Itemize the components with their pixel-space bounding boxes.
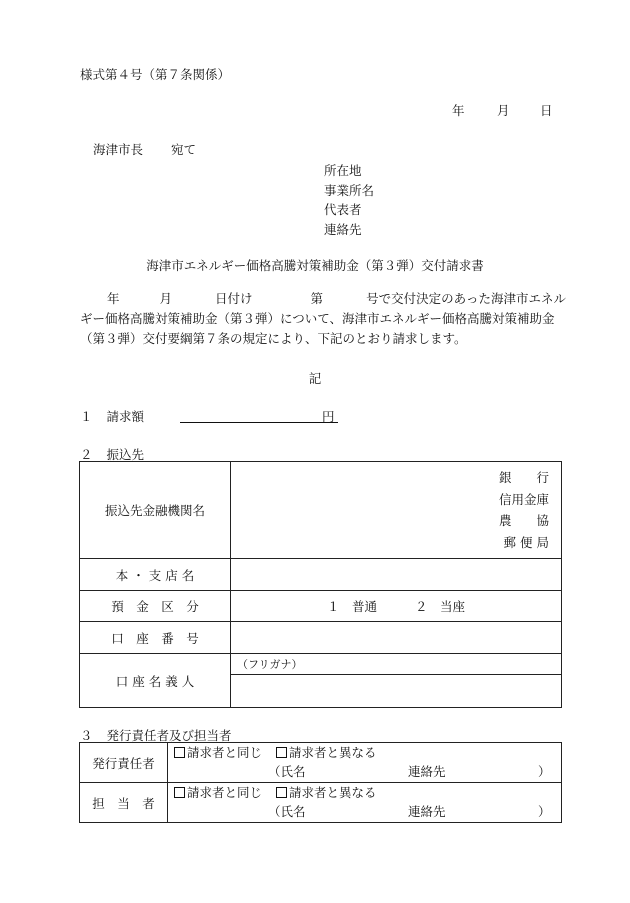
date-month: 月 [497, 103, 510, 118]
body-date-suffix: 日付け [215, 291, 253, 306]
staff-diff-checkbox[interactable] [276, 787, 287, 798]
account-holder-label: 口 座 名 義 人 [80, 654, 231, 708]
issuer-cell [168, 743, 562, 783]
section2-label: 振込先 [106, 447, 145, 462]
amount-input-line[interactable] [180, 407, 338, 423]
deposit-option-current[interactable]: ２ 当座 [415, 599, 466, 614]
staff-same-checkbox[interactable] [174, 787, 185, 798]
institution-type-bank: 銀 行 [498, 470, 549, 485]
bank-table [79, 461, 562, 708]
applicant-contact: 連絡先 [324, 221, 362, 237]
institution-label: 振込先金融機関名 [80, 462, 231, 559]
body-paragraph [80, 289, 566, 349]
staff-cell [168, 783, 562, 823]
staff-name-open: （氏名 [268, 803, 306, 819]
section-amount [80, 407, 335, 425]
section1-number: １ [80, 409, 93, 424]
addressee [93, 140, 196, 158]
applicant-business-name: 事業所名 [324, 182, 375, 198]
applicant-block [324, 161, 374, 239]
staff-label: 担 当 者 [80, 783, 168, 823]
institution-type-credit: 信用金庫 [498, 491, 549, 507]
section3-number: ３ [80, 728, 93, 743]
body-month: 月 [159, 291, 173, 306]
addressee-suffix: 宛て [171, 142, 197, 157]
addressee-name: 海津市長 [93, 142, 144, 157]
institution-cell[interactable] [231, 462, 562, 559]
staff-diff-label: 請求者と異なる [289, 785, 377, 800]
account-number-cell[interactable] [231, 622, 562, 654]
issuer-diff-checkbox[interactable] [276, 747, 287, 758]
institution-type-post: 郵 便 局 [503, 534, 549, 550]
furigana-cell[interactable]: （フリガナ） [231, 654, 562, 675]
staff-close: ） [538, 803, 551, 819]
date-year: 年 [452, 103, 465, 118]
body-dai: 第 [310, 291, 324, 306]
ki-heading: 記 [308, 371, 322, 386]
section3-label: 発行責任者及び担当者 [106, 728, 232, 743]
issuer-contact-label: 連絡先 [408, 763, 446, 779]
applicant-representative: 代表者 [324, 202, 362, 217]
document-title: 海津市エネルギー価格高騰対策補助金（第３弾）交付請求書 [146, 258, 484, 273]
section2-number: ２ [80, 447, 93, 462]
issuer-label: 発行責任者 [80, 743, 168, 783]
issuer-name-open: （氏名 [268, 763, 306, 779]
issuer-same-label: 請求者と同じ [187, 745, 263, 760]
institution-type-agri: 農 協 [498, 513, 549, 528]
staff-same-label: 請求者と同じ [187, 785, 263, 800]
date-day: 日 [540, 103, 553, 118]
branch-cell[interactable] [231, 559, 562, 591]
amount-unit: 円 [322, 409, 335, 424]
deposit-option-ordinary[interactable]: １ 普通 [326, 599, 377, 614]
issuer-same-checkbox[interactable] [174, 747, 185, 758]
deposit-cell[interactable] [231, 591, 562, 622]
staff-contact-label: 連絡先 [408, 803, 446, 819]
body-text: 号で交付決定のあった海津市エネルギー価格高騰対策補助金（第３弾）について、海津市エネルギー価格高騰対策補助金（第３弾）交付要綱第７条の規定により、下記のとおり請求します。 [80, 291, 566, 346]
form-number: 様式第４号（第７条関係） [80, 67, 231, 82]
body-year: 年 [107, 291, 120, 306]
deposit-label: 預 金 区 分 [80, 591, 231, 622]
account-holder-cell[interactable] [231, 675, 562, 708]
issuer-diff-label: 請求者と異なる [289, 745, 377, 760]
section1-label: 請求額 [106, 409, 145, 424]
issuer-close: ） [538, 763, 551, 779]
applicant-address: 所在地 [324, 163, 362, 178]
branch-label: 本 ・ 支 店 名 [80, 559, 231, 591]
responsible-table [79, 742, 562, 823]
account-number-label: 口 座 番 号 [80, 622, 231, 654]
